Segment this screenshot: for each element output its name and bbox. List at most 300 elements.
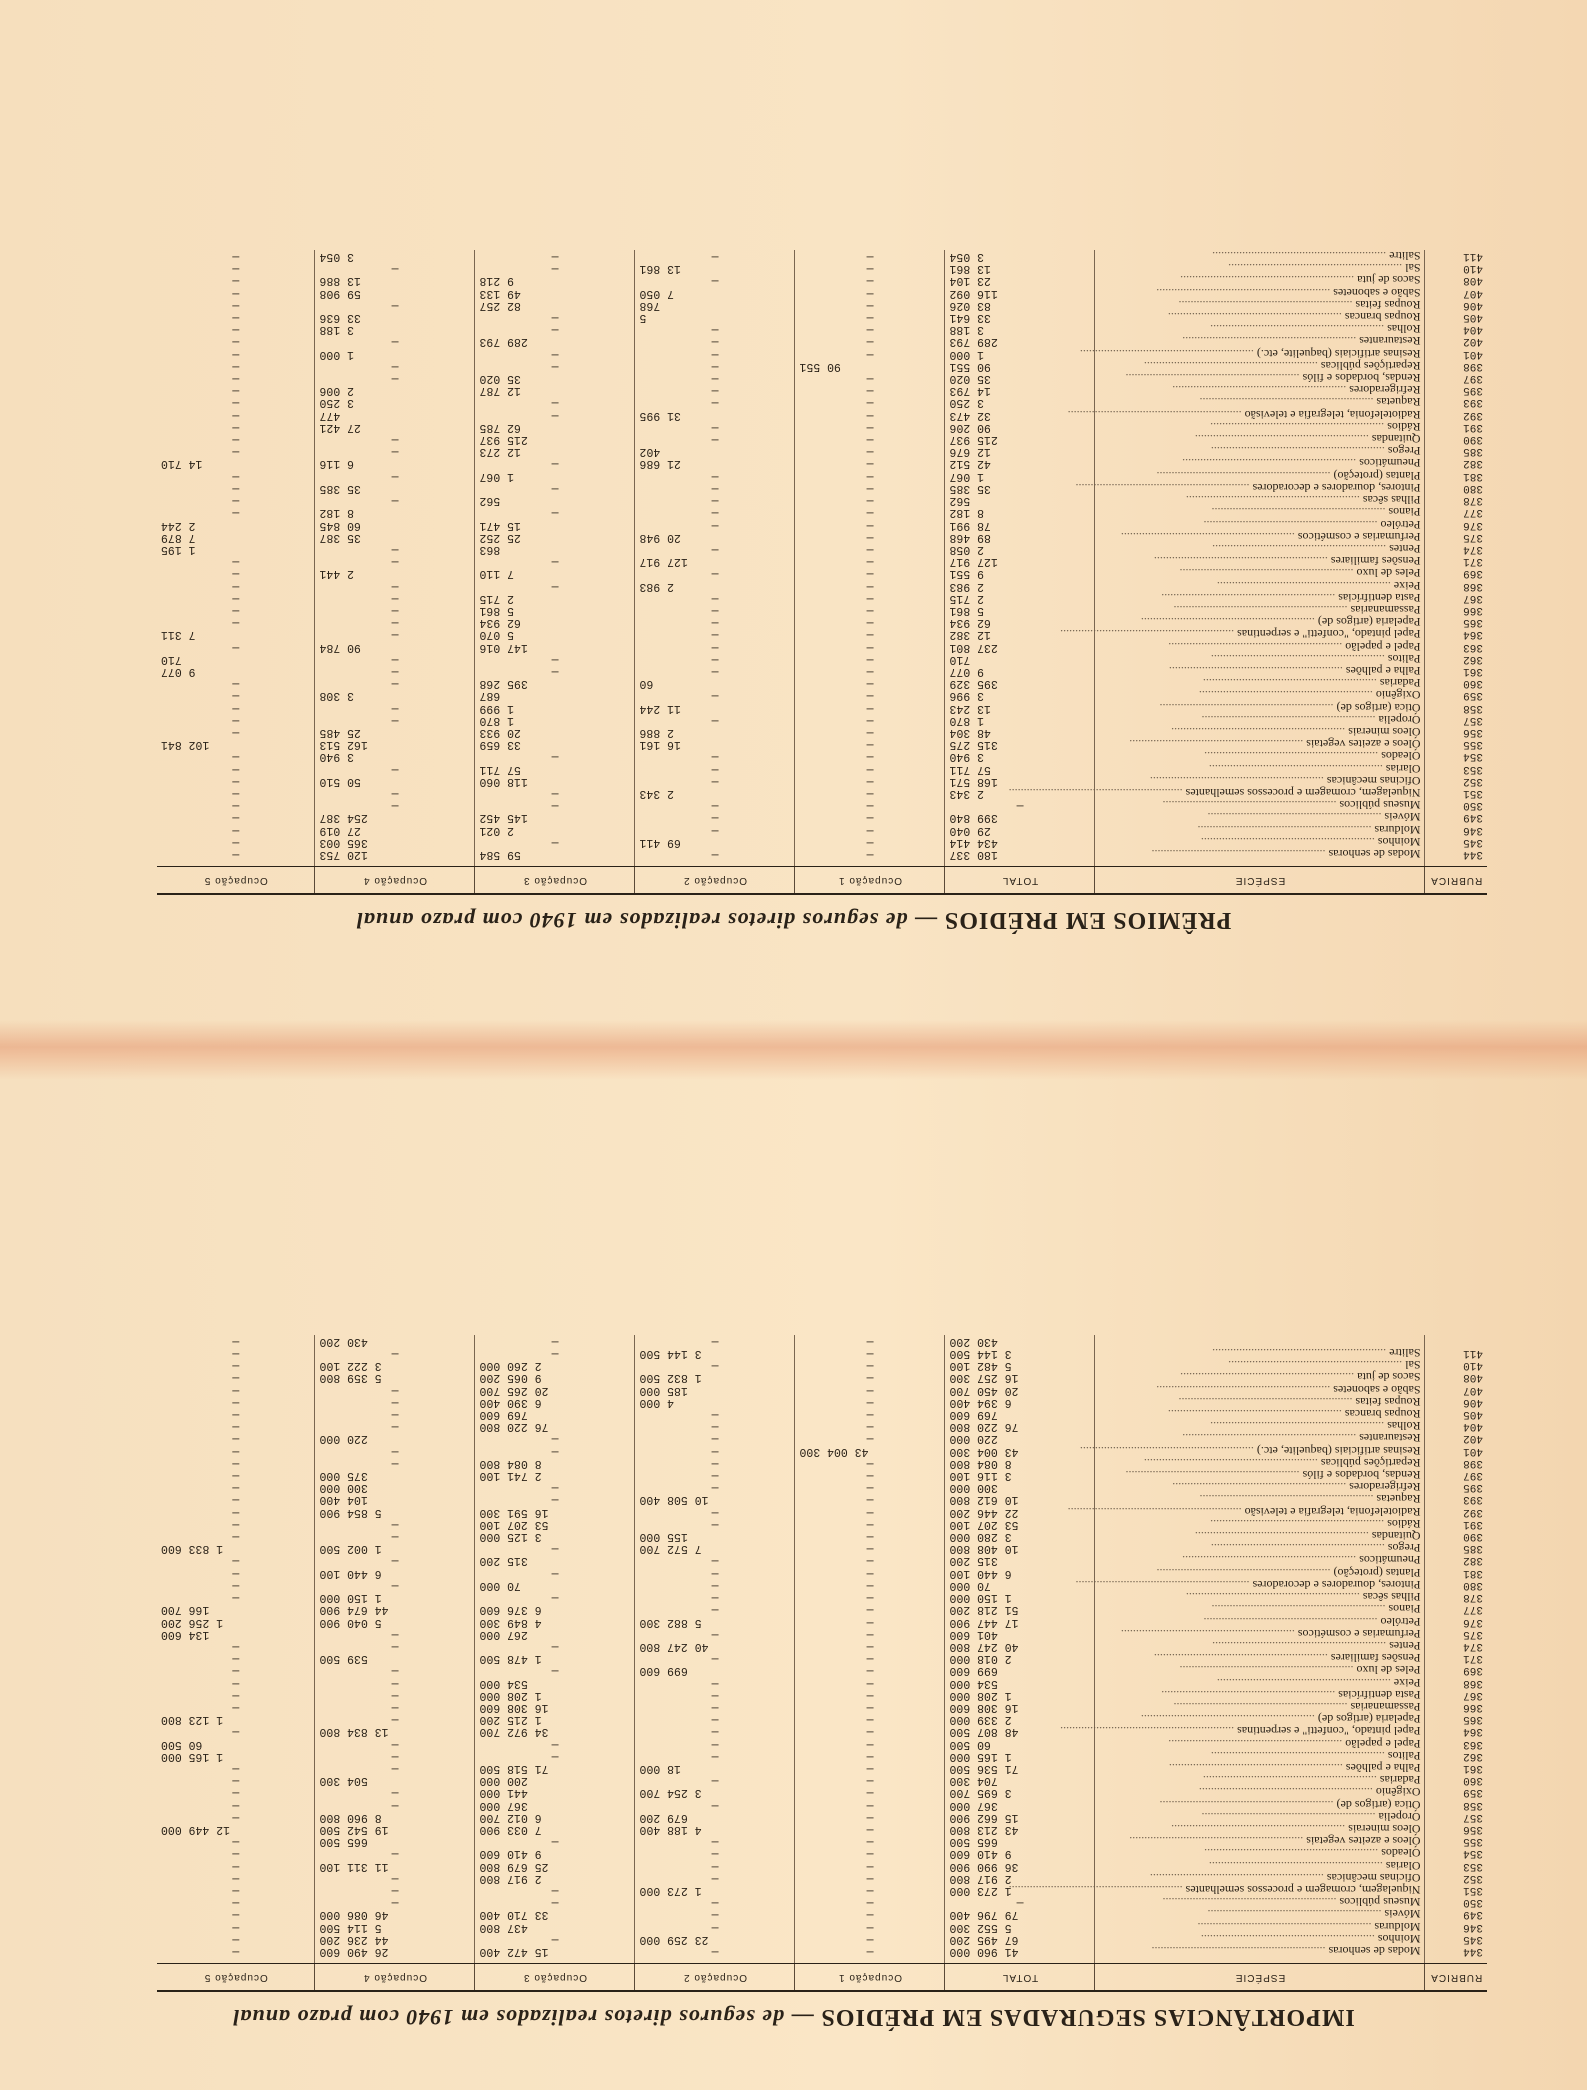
- table-row: [157, 1579, 1487, 1591]
- cell-ocupacao-3: —: [475, 1933, 635, 1945]
- leader-dots: ..........................................................: [1197, 1919, 1375, 1934]
- cell-ocupacao-1: —: [795, 1713, 945, 1725]
- cell-ocupacao-2: —: [635, 335, 795, 347]
- leader-dots: ..........................................................: [1208, 761, 1386, 776]
- cell-ocupacao-3: 33 710 400: [475, 1908, 635, 1920]
- cell-especie: [1095, 1750, 1425, 1762]
- leader-dots: ..........................................................: [1201, 1809, 1379, 1824]
- leader-dots: ..........................................................: [1208, 1858, 1386, 1873]
- cell-ocupacao-2: —: [635, 1859, 795, 1871]
- cell-especie: [1095, 1542, 1425, 1554]
- cell-ocupacao-4: —: [315, 1444, 475, 1456]
- cell-rubrica: 391: [1463, 1517, 1483, 1530]
- cell-rubrica: 374: [1463, 542, 1483, 555]
- cell-ocupacao-4: 5 040 900: [315, 1615, 475, 1627]
- cell-ocupacao-4: —: [315, 335, 475, 347]
- cell-ocupacao-2: 2 343: [635, 787, 795, 799]
- cell-ocupacao-1: —: [795, 1408, 945, 1420]
- leader-dots: ..........................................................: [1156, 1382, 1334, 1397]
- cell-ocupacao-4: 44 674 900: [315, 1603, 475, 1615]
- leader-dots: ..........................................................: [1178, 1394, 1356, 1409]
- col-header-total: TOTAL: [945, 1964, 1095, 1992]
- cell-especie: [1095, 1408, 1425, 1420]
- cell-especie: [1095, 323, 1425, 335]
- table-row: [157, 1798, 1487, 1810]
- cell-especie: [1008, 785, 1425, 800]
- cell-ocupacao-2: —: [635, 775, 795, 787]
- leader-dots: ..........................................................: [1168, 1736, 1346, 1751]
- cell-total: 769 600: [945, 1408, 1095, 1420]
- cell-ocupacao-2: —: [635, 1920, 795, 1932]
- cell-ocupacao-2: —: [635, 384, 795, 396]
- table-row: [157, 299, 1487, 311]
- leader-dots: ..........................................................: [1143, 1455, 1321, 1470]
- leader-dots: ..........................................................: [1198, 1785, 1376, 1800]
- especie-label: Refrigeradores: [1349, 1480, 1421, 1495]
- cell-ocupacao-1: —: [795, 640, 945, 652]
- cell-ocupacao-3: —: [475, 262, 635, 274]
- cell-rubrica: 344: [1463, 1945, 1483, 1957]
- cell-ocupacao-1: —: [795, 1774, 945, 1786]
- cell-ocupacao-5: —: [157, 1481, 315, 1493]
- table-row: [157, 1518, 1487, 1530]
- cell-ocupacao-1: —: [795, 1896, 945, 1908]
- cell-ocupacao-5: —: [157, 347, 315, 359]
- leader-dots: ..........................................................: [1211, 505, 1389, 520]
- table-row: [157, 616, 1487, 628]
- cell-ocupacao-3: 49 133: [475, 286, 635, 298]
- cell-ocupacao-4: —: [315, 1518, 475, 1530]
- especie-label: Resinas artificiais (baquelite, etc.): [1256, 346, 1421, 361]
- cell-rubrica: 410: [1463, 262, 1483, 275]
- cell-rubrica: 360: [1463, 1774, 1483, 1787]
- cell-rubrica: 377: [1463, 506, 1483, 519]
- col-header-ocupacao-2: Ocupação 2: [635, 1964, 795, 1992]
- cell-ocupacao-4: —: [315, 1579, 475, 1591]
- cell-ocupacao-1: —: [795, 1347, 945, 1359]
- cell-ocupacao-1: —: [795, 1493, 945, 1505]
- cell-ocupacao-2: —: [635, 433, 795, 445]
- cell-rubrica: [1425, 1335, 1487, 1347]
- cell-rubrica: 352: [1463, 774, 1483, 787]
- cell-ocupacao-5: —: [157, 1652, 315, 1664]
- especie-label: Sabão e sabonetes: [1333, 1382, 1421, 1397]
- cell-especie: [1095, 1701, 1425, 1713]
- cell-ocupacao-3: 395 268: [475, 677, 635, 689]
- especie-label: Pasta dentifrícias: [1338, 1687, 1421, 1702]
- leader-dots: ..........................................................: [1168, 1760, 1346, 1775]
- leader-dots: ..........................................................: [1204, 749, 1382, 764]
- table-row: [157, 360, 1487, 372]
- cell-rubrica: 377: [1463, 1603, 1483, 1616]
- cell-rubrica: 362: [1463, 652, 1483, 665]
- cell-ocupacao-2: —: [635, 1567, 795, 1579]
- cell-ocupacao-1: —: [795, 1664, 945, 1676]
- cell-total: 3 940: [945, 750, 1095, 762]
- lower-page: [0, 1045, 1587, 2090]
- especie-label: Papelaria (artigos de): [1317, 1712, 1421, 1727]
- cell-ocupacao-2: —: [635, 567, 795, 579]
- cell-ocupacao-4: 11 311 100: [315, 1859, 475, 1871]
- table-row: [157, 1493, 1487, 1505]
- table-row: [157, 1725, 1487, 1737]
- leader-dots: ..........................................................: [1159, 700, 1337, 715]
- cell-total: 16 308 600: [945, 1701, 1095, 1713]
- cell-ocupacao-4: —: [315, 1408, 475, 1420]
- cell-rubrica: 382: [1463, 457, 1483, 470]
- cell-ocupacao-5: —: [157, 1872, 315, 1884]
- cell-total: 41 960 000: [945, 1945, 1095, 1957]
- col-header-rubrica: RUBRICA: [1425, 867, 1487, 895]
- cell-ocupacao-5: —: [157, 1835, 315, 1847]
- cell-ocupacao-1: —: [795, 384, 945, 396]
- cell-total: 315 200: [945, 1554, 1095, 1566]
- cell-especie: [1095, 665, 1425, 677]
- cell-ocupacao-4: 477: [315, 408, 475, 420]
- cell-ocupacao-3: 441 000: [475, 1786, 635, 1798]
- cell-ocupacao-4: 27 421: [315, 421, 475, 433]
- cell-rubrica: 380: [1463, 481, 1483, 494]
- cell-ocupacao-2: —: [635, 1335, 795, 1347]
- cell-ocupacao-5: —: [157, 1762, 315, 1774]
- leader-dots: ..........................................................: [1203, 1614, 1381, 1629]
- leader-dots: ..........................................................: [1161, 590, 1339, 605]
- cell-total: 16 257 300: [945, 1371, 1095, 1383]
- cell-ocupacao-4: 3 054: [315, 250, 475, 262]
- cell-especie: [1095, 823, 1425, 835]
- leader-dots: ..........................................................: [1204, 1846, 1382, 1861]
- leader-dots: ..........................................................: [1156, 1565, 1334, 1580]
- leader-dots: ..........................................................: [1162, 798, 1340, 813]
- table-row: [157, 1750, 1487, 1762]
- cell-ocupacao-2: —: [635, 762, 795, 774]
- cell-total: 43 004 300: [945, 1444, 1095, 1456]
- cell-rubrica: 350: [1463, 799, 1483, 812]
- cell-especie: [1095, 1335, 1425, 1347]
- especie-label: Refrigeradores: [1349, 383, 1421, 398]
- cell-ocupacao-5: 60 500: [157, 1737, 315, 1749]
- cell-ocupacao-5: —: [157, 1591, 315, 1603]
- table-row: [157, 494, 1487, 506]
- table-row: [157, 738, 1487, 750]
- cell-ocupacao-3: —: [475, 482, 635, 494]
- cell-ocupacao-5: —: [157, 286, 315, 298]
- cell-ocupacao-2: —: [635, 1579, 795, 1591]
- table-row: [157, 323, 1487, 335]
- cell-ocupacao-5: —: [157, 311, 315, 323]
- cell-rubrica: 408: [1463, 1371, 1483, 1384]
- cell-ocupacao-2: —: [635, 482, 795, 494]
- cell-ocupacao-1: —: [795, 1603, 945, 1615]
- leader-dots: ..........................................................: [1167, 1407, 1345, 1422]
- cell-ocupacao-4: —: [315, 494, 475, 506]
- cell-total: 60 500: [945, 1737, 1095, 1749]
- cell-ocupacao-4: —: [315, 1420, 475, 1432]
- cell-ocupacao-1: —: [795, 286, 945, 298]
- cell-ocupacao-3: —: [475, 396, 635, 408]
- cell-total: 90 206: [945, 421, 1095, 433]
- cell-ocupacao-3: 12 787: [475, 384, 635, 396]
- leader-dots: ..........................................................: [1171, 1821, 1349, 1836]
- cell-ocupacao-1: —: [795, 396, 945, 408]
- cell-ocupacao-5: —: [157, 1701, 315, 1713]
- cell-ocupacao-4: 19 542 500: [315, 1823, 475, 1835]
- cell-especie: [1095, 1383, 1425, 1395]
- leader-dots: ..........................................................: [1212, 249, 1390, 264]
- cell-ocupacao-4: —: [315, 1798, 475, 1810]
- especie-label: Óleos minerais: [1348, 1821, 1421, 1836]
- cell-ocupacao-5: —: [157, 1884, 315, 1896]
- cell-total: 2 018 000: [945, 1652, 1095, 1664]
- cell-ocupacao-1: —: [795, 616, 945, 628]
- leader-dots: ..........................................................: [1180, 1370, 1358, 1385]
- cell-ocupacao-2: —: [635, 689, 795, 701]
- table-row: [157, 1396, 1487, 1408]
- leader-dots: ..........................................................: [1060, 1724, 1238, 1739]
- cell-ocupacao-1: —: [795, 1884, 945, 1896]
- cell-ocupacao-4: —: [315, 1554, 475, 1566]
- cell-ocupacao-5: —: [157, 1664, 315, 1676]
- leader-dots: ..........................................................: [1156, 285, 1334, 300]
- cell-ocupacao-1: —: [795, 665, 945, 677]
- table-row: [157, 811, 1487, 823]
- cell-ocupacao-5: 2 244: [157, 518, 315, 530]
- cell-especie: [1095, 396, 1425, 408]
- cell-ocupacao-3: —: [475, 1493, 635, 1505]
- cell-ocupacao-1: —: [795, 1676, 945, 1688]
- cell-ocupacao-1: —: [795, 1908, 945, 1920]
- cell-ocupacao-3: —: [475, 1481, 635, 1493]
- leader-dots: ..........................................................: [1149, 1870, 1327, 1885]
- cell-ocupacao-2: —: [635, 1689, 795, 1701]
- cell-ocupacao-2: 4 000: [635, 1396, 795, 1408]
- cell-ocupacao-2: —: [635, 1847, 795, 1859]
- cell-ocupacao-5: —: [157, 1444, 315, 1456]
- cell-ocupacao-4: 375 000: [315, 1469, 475, 1481]
- cell-total: 401 600: [945, 1628, 1095, 1640]
- cell-ocupacao-2: —: [635, 506, 795, 518]
- cell-ocupacao-3: 57 711: [475, 762, 635, 774]
- col-header-ocupacao-1: Ocupação 1: [795, 1964, 945, 1992]
- table-row: [157, 1689, 1487, 1701]
- cell-especie: [1095, 1737, 1425, 1749]
- table-row: [157, 482, 1487, 494]
- cell-ocupacao-4: 3 308: [315, 689, 475, 701]
- cell-especie: [1095, 1396, 1425, 1408]
- cell-rubrica: 405: [1463, 311, 1483, 324]
- cell-especie: [1095, 1835, 1425, 1847]
- cell-ocupacao-3: —: [475, 1750, 635, 1762]
- leader-dots: ..........................................................: [1210, 1541, 1388, 1556]
- especie-label: Ótica (artigos de): [1336, 700, 1421, 715]
- leader-dots: ..........................................................: [1178, 297, 1356, 312]
- cell-ocupacao-3: —: [475, 360, 635, 372]
- cell-total: —: [945, 1896, 1095, 1908]
- col-header-ocupacao-3: Ocupação 3: [475, 1964, 635, 1992]
- cell-ocupacao-4: —: [315, 1786, 475, 1798]
- especie-label: Móveis: [1384, 810, 1421, 825]
- cell-ocupacao-3: 315 200: [475, 1554, 635, 1566]
- table-row: [157, 408, 1487, 420]
- cell-rubrica: 359: [1463, 689, 1483, 702]
- cell-ocupacao-1: —: [795, 677, 945, 689]
- especie-label: Padarias: [1379, 1773, 1421, 1788]
- cell-total: 3 116 100: [945, 1469, 1095, 1481]
- col-header-ocupacao-5: Ocupação 5: [157, 1964, 315, 1992]
- cell-ocupacao-4: 27 019: [315, 823, 475, 835]
- cell-ocupacao-1: —: [795, 372, 945, 384]
- cell-ocupacao-1: —: [795, 1835, 945, 1847]
- especie-label: Papelaria (artigos de): [1317, 615, 1421, 630]
- table-row: [157, 823, 1487, 835]
- cell-especie: [1095, 470, 1425, 482]
- cell-ocupacao-4: 59 908: [315, 286, 475, 298]
- cell-especie: [1095, 1615, 1425, 1627]
- especie-label: Óleos minerais: [1348, 724, 1421, 739]
- cell-ocupacao-1: —: [795, 1786, 945, 1798]
- cell-ocupacao-1: —: [795, 555, 945, 567]
- cell-ocupacao-1: —: [795, 1725, 945, 1737]
- cell-ocupacao-1: —: [795, 1359, 945, 1371]
- cell-rubrica: 390: [1463, 1530, 1483, 1543]
- especie-label: Petróleo: [1380, 1614, 1421, 1629]
- leader-dots: ..........................................................: [1197, 822, 1375, 837]
- cell-ocupacao-3: 4 849 300: [475, 1615, 635, 1627]
- especie-label: Rolhas: [1387, 322, 1421, 337]
- cell-ocupacao-1: —: [795, 775, 945, 787]
- leader-dots: ..........................................................: [1159, 1797, 1337, 1812]
- cell-ocupacao-3: 62 934: [475, 616, 635, 628]
- table-row: [157, 347, 1487, 359]
- cell-total: 6 394 400: [945, 1396, 1095, 1408]
- cell-ocupacao-2: 69 411: [635, 836, 795, 848]
- cell-rubrica: 382: [1463, 1554, 1483, 1567]
- cell-ocupacao-4: 5 359 800: [315, 1371, 475, 1383]
- especie-label: Palitos: [1387, 651, 1421, 666]
- cell-total: 2 339 000: [945, 1713, 1095, 1725]
- cell-total: 89 468: [945, 531, 1095, 543]
- cell-rubrica: 346: [1463, 823, 1483, 836]
- cell-rubrica: 381: [1463, 469, 1483, 482]
- cell-ocupacao-2: —: [635, 640, 795, 652]
- cell-ocupacao-4: 5 114 500: [315, 1920, 475, 1932]
- table-row: [157, 506, 1487, 518]
- cell-ocupacao-1: —: [795, 1335, 945, 1347]
- cell-ocupacao-3: 2 021: [475, 823, 635, 835]
- cell-especie: [1095, 1896, 1425, 1908]
- cell-ocupacao-4: 1 002 500: [315, 1542, 475, 1554]
- table-row: [157, 1859, 1487, 1871]
- cell-ocupacao-3: —: [475, 408, 635, 420]
- cell-ocupacao-5: —: [157, 433, 315, 445]
- cell-ocupacao-5: —: [157, 1945, 315, 1957]
- cell-total: 83 026: [945, 299, 1095, 311]
- leader-dots: ..........................................................: [1172, 1480, 1350, 1495]
- table-row: [157, 579, 1487, 591]
- especie-label: Pintores, douradores e decoradores: [1252, 480, 1421, 495]
- table-row: [157, 335, 1487, 347]
- cell-ocupacao-1: —: [795, 1530, 945, 1542]
- cell-ocupacao-3: 200 000: [475, 1774, 635, 1786]
- cell-ocupacao-1: —: [795, 299, 945, 311]
- table-row: [157, 799, 1487, 811]
- cell-ocupacao-1: —: [795, 1554, 945, 1566]
- especie-label: Padarias: [1379, 676, 1421, 691]
- cell-rubrica: 391: [1463, 420, 1483, 433]
- cell-ocupacao-1: —: [795, 1750, 945, 1762]
- cell-ocupacao-5: —: [157, 1786, 315, 1798]
- cell-total: 562: [945, 494, 1095, 506]
- table-row: [157, 762, 1487, 774]
- col-header-especie: ESPÉCIE: [1095, 867, 1425, 895]
- cell-rubrica: 354: [1463, 750, 1483, 763]
- cell-ocupacao-3: —: [475, 347, 635, 359]
- cell-ocupacao-2: 23 259 000: [635, 1933, 795, 1945]
- cell-ocupacao-5: 102 841: [157, 738, 315, 750]
- especie-label: Roupas brancas: [1344, 310, 1421, 325]
- cell-especie: [1095, 1457, 1425, 1469]
- especie-label: Moinhos: [1377, 834, 1421, 849]
- cell-ocupacao-2: —: [635, 1591, 795, 1603]
- leader-dots: ..........................................................: [1151, 1944, 1329, 1958]
- cell-ocupacao-5: —: [157, 799, 315, 811]
- cell-total: 9 077: [945, 665, 1095, 677]
- leader-dots: ..........................................................: [1179, 566, 1357, 581]
- cell-especie: [1095, 811, 1425, 823]
- cell-especie: [1095, 274, 1425, 286]
- cell-ocupacao-4: —: [315, 1347, 475, 1359]
- cell-rubrica: 395: [1463, 1481, 1483, 1494]
- cell-especie: [1095, 579, 1425, 591]
- cell-ocupacao-5: —: [157, 408, 315, 420]
- cell-ocupacao-5: —: [157, 1908, 315, 1920]
- cell-ocupacao-4: —: [315, 1628, 475, 1640]
- especie-label: Rolhas: [1387, 1419, 1421, 1434]
- cell-especie: [1095, 1493, 1425, 1505]
- cell-ocupacao-2: —: [635, 628, 795, 640]
- cell-ocupacao-1: —: [795, 1762, 945, 1774]
- cell-especie: [1095, 750, 1425, 762]
- cell-total: 3 144 500: [945, 1347, 1095, 1359]
- cell-ocupacao-4: 6 440 100: [315, 1567, 475, 1579]
- cell-especie: [1095, 1689, 1425, 1701]
- cell-ocupacao-3: —: [475, 323, 635, 335]
- cell-ocupacao-2: 2 983: [635, 579, 795, 591]
- cell-ocupacao-3: —: [475, 506, 635, 518]
- cell-ocupacao-2: —: [635, 653, 795, 665]
- table-row: [157, 677, 1487, 689]
- cell-ocupacao-1: —: [795, 323, 945, 335]
- col-header-ocupacao-5: Ocupação 5: [157, 867, 315, 895]
- leader-dots: ..........................................................: [1182, 1553, 1360, 1568]
- cell-ocupacao-5: —: [157, 1811, 315, 1823]
- cell-total: 5 552 300: [945, 1920, 1095, 1932]
- table-row: [157, 701, 1487, 713]
- cell-ocupacao-4: —: [315, 1383, 475, 1395]
- cell-ocupacao-4: 1 150 000: [315, 1591, 475, 1603]
- leader-dots: ..........................................................: [1120, 529, 1298, 544]
- cell-ocupacao-3: 20 933: [475, 726, 635, 738]
- cell-ocupacao-4: —: [315, 787, 475, 799]
- cell-ocupacao-4: 365 003: [315, 836, 475, 848]
- leader-dots: ..........................................................: [1153, 1651, 1331, 1666]
- cell-total: 2 343: [945, 787, 1095, 799]
- cell-ocupacao-1: —: [795, 1579, 945, 1591]
- cell-ocupacao-2: —: [635, 1628, 795, 1640]
- cell-ocupacao-4: 104 400: [315, 1493, 475, 1505]
- especie-label: Salitre: [1389, 249, 1421, 264]
- premios-title: [0, 906, 1587, 933]
